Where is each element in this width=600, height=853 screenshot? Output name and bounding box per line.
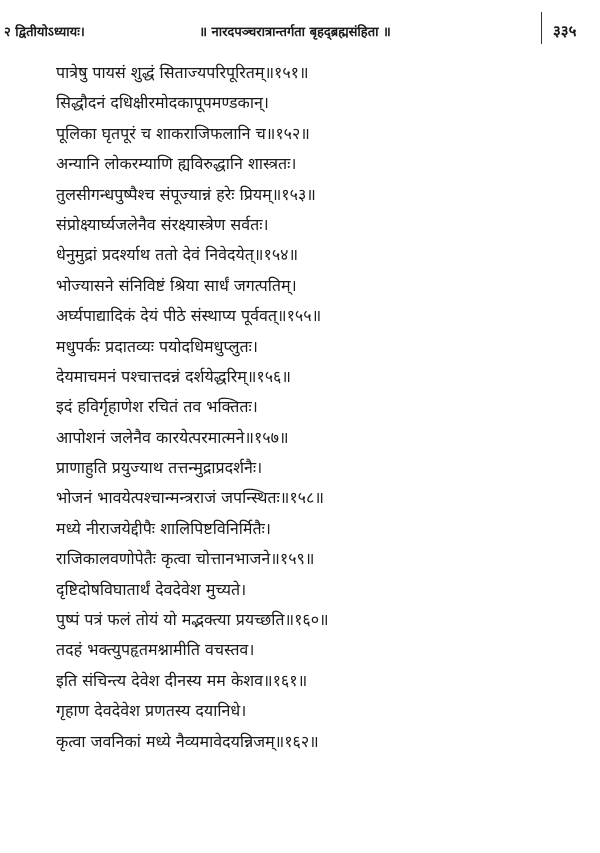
verse-line: गृहाण देवदेवेश प्रणतस्य दयानिधे। <box>56 701 247 721</box>
header-divider <box>541 12 542 44</box>
verse-line: तदहं भक्त्युपहृतमश्नामीति वचस्तव। <box>56 640 255 660</box>
verse-line: संप्रोक्ष्यार्घ्यजलेनैव संरक्ष्यास्त्रेण सर्वतः। <box>56 214 269 234</box>
verse-line: आपोशनं जलेनैव कारयेत्परमात्मने॥१५७॥ <box>56 427 289 447</box>
verse-line: इति संचिन्त्य देवेश दीनस्य मम केशव॥१६१॥ <box>56 670 308 690</box>
verse-block <box>56 58 591 757</box>
verse-line: पुष्पं पत्रं फलं तोयं यो मद्भक्त्या प्रयच्छति॥१६०॥ <box>56 610 329 630</box>
chapter-label: २ द्वितीयोऽध्यायः। <box>4 25 85 40</box>
verse-line: भोज्यासने संनिविष्टं श्रिया सार्धं जगत्पतिम्। <box>56 275 297 295</box>
verse-line: कृत्वा जवनिकां मध्ये नैव्यमावेदयन्निजम्॥१६२॥ <box>56 731 319 751</box>
verse-line: देयमाचमनं पश्चात्तदन्नं दर्शयेद्धरिम्॥१५६॥ <box>56 366 291 386</box>
book-title: ॥ नारदपञ्चरात्रान्तर्गता बृहद्ब्रह्मसंहिता ॥ <box>199 25 391 40</box>
verse-line: अर्घ्यपाद्यादिकं देयं पीठे संस्थाप्य पूर्ववत्॥१५५॥ <box>56 306 322 326</box>
verse-line: दृष्टिदोषविघातार्थं देवदेवेश मुच्यते। <box>56 579 247 599</box>
verse-line: मधुपर्कः प्रदातव्यः पयोदधिमधुप्लुतः। <box>56 336 258 356</box>
verse-line: प्राणाहुति प्रयुज्याथ तत्तन्मुद्राप्रदर्शनैः। <box>56 458 263 478</box>
running-header <box>0 0 600 58</box>
page-number: ३३५ <box>553 22 577 40</box>
verse-line: तुलसीगन्धपुष्पैश्च संपूज्यान्नं हरेः प्रियम्॥१५३॥ <box>56 184 316 204</box>
verse-line: इदं हविर्गृहाणेश रचितं तव भक्तितः। <box>56 397 258 417</box>
verse-line: सिद्धौदनं दधिक्षीरमोदकापूपमण्डकान्। <box>56 93 269 113</box>
verse-line: पूलिका घृतपूरं च शाकराजिफलानि च॥१५२॥ <box>56 123 310 143</box>
verse-line: अन्यानि लोकरम्याणि ह्यविरुद्धानि शास्त्रतः। <box>56 154 297 174</box>
verse-line: राजिकालवणोपेतैः कृत्वा चोत्तानभाजने॥१५९॥ <box>56 549 315 569</box>
verse-line: मध्ये नीराजयेद्दीपैः शालिपिष्टविनिर्मितैः। <box>56 518 271 538</box>
verse-line: भोजनं भावयेत्पश्चान्मन्त्रराजं जपन्स्थितः॥१५८॥ <box>56 488 324 508</box>
verse-line: धेनुमुद्रां प्रदर्श्याथ ततो देवं निवेदयेत्॥१५४॥ <box>56 245 299 265</box>
verse-line: पात्रेषु पायसं शुद्धं सिताज्यपरिपूरितम्॥१५१॥ <box>56 63 309 82</box>
